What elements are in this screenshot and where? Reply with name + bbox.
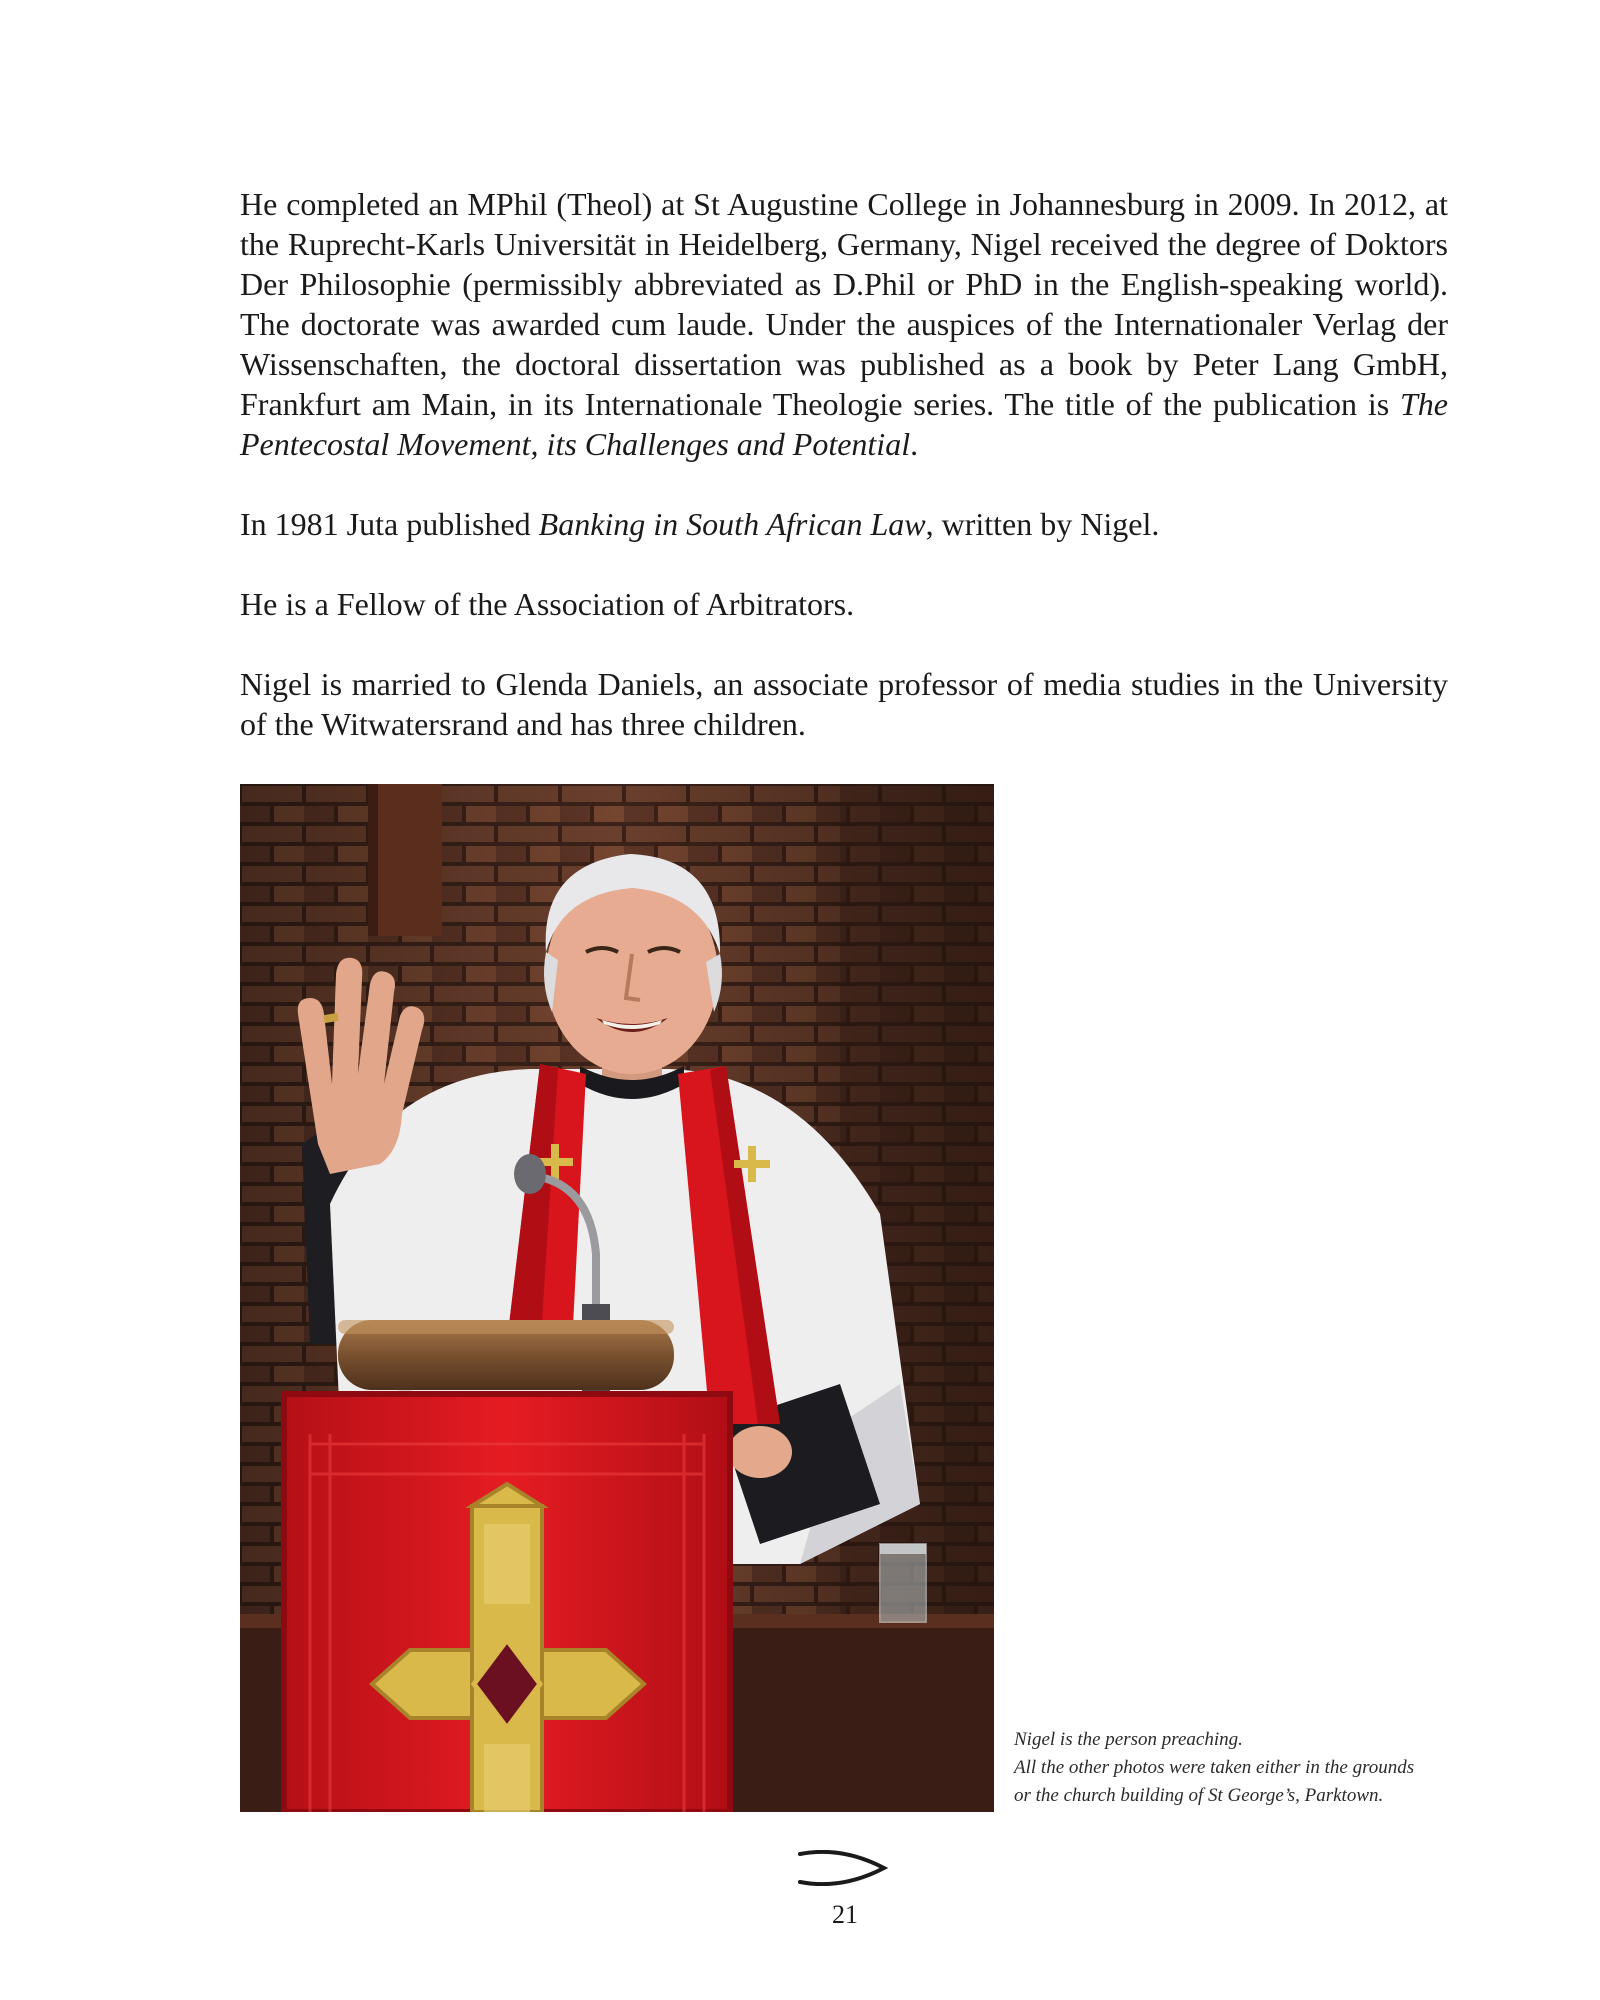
body-text <box>240 184 1448 744</box>
paragraph-education <box>240 184 1448 464</box>
caption-line-3: or the church building of St George’s, Parktown. <box>1014 1785 1384 1806</box>
caption-line-1: Nigel is the person preaching. <box>1014 1729 1243 1750</box>
paragraph-education-end: . <box>910 426 919 462</box>
caption-line-2: All the other photos were taken either in the grounds <box>1014 1757 1415 1778</box>
paragraph-publication <box>240 504 1448 544</box>
page-number: 21 <box>832 1900 858 1929</box>
ichthys-fish-icon <box>796 1850 888 1886</box>
photo-caption <box>1014 1726 1454 1810</box>
dissertation-title: The Pentecostal Movement, its Challenges and Potential <box>240 386 1448 462</box>
paragraph-fellowship: He is a Fellow of the Association of Arbitrators. <box>240 586 855 622</box>
paragraph-publication-before: In 1981 Juta published <box>240 506 539 542</box>
photo-preaching <box>240 784 994 1812</box>
paragraph-education-text: He completed an MPhil (Theol) at St Augustine College in Johannesburg in 2009. In 2012, at the Ruprecht-Karls Universität in Heidelberg, Germany, Nigel received the degree of Doktors Der Philosophie (permissibly abbreviated as D.Phil or PhD in the English-speaking world). The doctorate was awarded cum laude. Under the auspices of the Internationaler Verlag der Wissenschaften, the doctoral dissertation was published as a book by Peter Lang GmbH, Frankfurt am Main, in its Internationale Theologie series. The title of the publication is <box>240 186 1448 422</box>
book-title: Banking in South African Law <box>538 506 926 542</box>
paragraph-publication-after: , written by Nigel. <box>925 506 1160 542</box>
paragraph-family: Nigel is married to Glenda Daniels, an associate professor of media studies in the University of the Witwatersrand and has three children. <box>240 666 1448 742</box>
